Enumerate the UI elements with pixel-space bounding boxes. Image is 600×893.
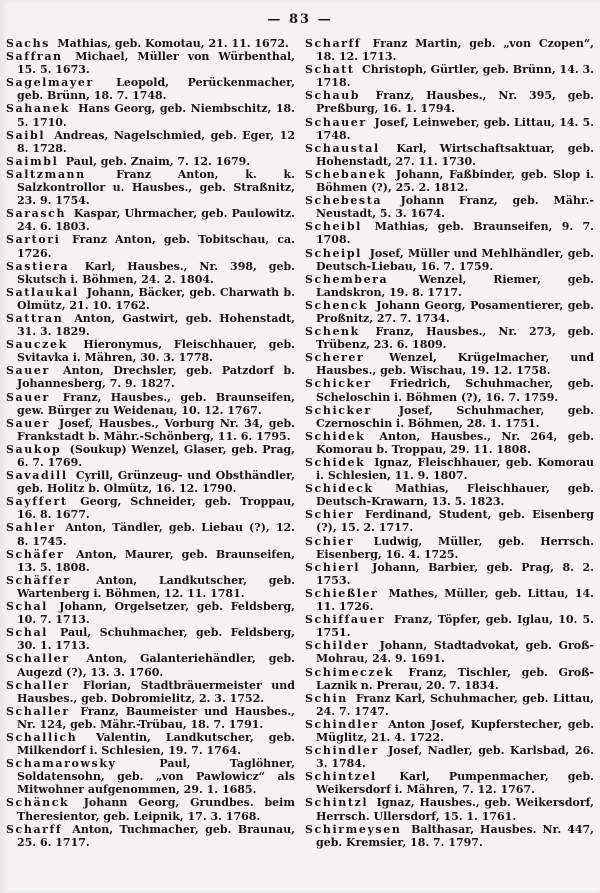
entry-surname: Schatt (305, 63, 360, 77)
register-entry (6, 705, 295, 731)
register-entry (305, 482, 594, 508)
entry-surname: Sauer (6, 390, 61, 404)
register-entry (6, 207, 295, 233)
entry-surname: Sauczek (6, 338, 82, 352)
register-entry (305, 639, 594, 665)
entry-details: Wenzel, Krügelmacher, und Hausbes., geb. Wischau, 19. 12. 1758. (316, 351, 595, 378)
register-entry (6, 757, 295, 796)
entry-surname: Schießler (305, 586, 387, 600)
register-entry (305, 351, 594, 377)
entry-details: Anton, Hausbes., Nr. 264, geb. Komorau b. Troppau, 29. 11. 1808. (316, 429, 594, 456)
register-entry (305, 770, 594, 796)
entry-surname: Schenck (305, 298, 375, 312)
entry-details: Franz, Hausbes., geb. Braunseifen, gew. Bürger zu Weidenau, 10. 12. 1767. (17, 390, 295, 417)
register-entry (6, 391, 295, 417)
entry-details: Franz Karl, Schuhmacher, geb. Littau, 24. 7. 1747. (316, 691, 594, 718)
entry-surname: Sastiera (6, 259, 83, 273)
register-entry (6, 37, 295, 50)
entry-details: Johann, Bäcker, geb. Charwath b. Olmütz, 21. 10. 1762. (17, 285, 295, 312)
entry-details: Johann Franz, geb. Mähr.-Neustadt, 5. 3. 1674. (316, 194, 594, 221)
entry-surname: Schebesta (305, 194, 399, 208)
register-entry (6, 679, 295, 705)
entry-surname: Schimeczek (305, 665, 407, 679)
register-entry (6, 129, 295, 155)
entry-surname: Schembera (305, 272, 417, 286)
entry-details: Anton, Gastwirt, geb. Hohenstadt, 31. 3. 1829. (17, 311, 295, 339)
entry-surname: Sarasch (6, 207, 72, 221)
entry-surname: Sahanek (6, 102, 77, 116)
entry-details: Anton, Landkutscher, geb. Wartenberg i. Böhmen, 12. 11. 1781. (17, 573, 295, 600)
entry-details: Anton, Galanteriehändler, geb. Augezd (?), 13. 3. 1760. (17, 652, 296, 679)
entry-surname: Satlaukal (6, 285, 85, 299)
entry-details: Karl, Hausbes., Nr. 398, geb. Skutsch i. Böhmen, 24. 2. 1804. (17, 259, 295, 286)
entry-details: Josef, Müller und Mehlhändler, geb. Deutsch-Liebau, 16. 7. 1759. (316, 246, 594, 273)
register-entry (305, 116, 594, 142)
entry-surname: Schidek (305, 456, 373, 469)
register-entry (305, 430, 594, 456)
entry-details: Ferdinand, Student, geb. Eisenberg (?), 15. 2. 1717. (316, 508, 594, 535)
register-entry (6, 50, 295, 76)
register-entry (6, 548, 295, 574)
register-entry (6, 574, 295, 600)
entry-surname: Schaller (6, 652, 85, 666)
entry-details: Franz Anton, k. k. Salzkontrollor u. Hausbes., geb. Straßnitz, 23. 9. 1754. (17, 167, 295, 208)
entry-surname: Schamarowsky (6, 757, 158, 771)
entry-details: Josef, Schuhmacher, geb. Czernoschin i. Böhmen, 28. 1. 1751. (316, 403, 594, 430)
entry-details: Karl, Wirtschaftsaktuar, geb. Hohenstadt, 27. 11. 1730. (316, 141, 594, 168)
register-entry (305, 456, 594, 482)
entry-details: Franz, Tischler, geb. Groß-Laznik n. Prerau, 20. 7. 1834. (316, 665, 594, 692)
register-entry (6, 626, 295, 652)
left-column (6, 37, 295, 849)
register-entry (305, 613, 594, 639)
register-entry (6, 338, 295, 364)
entry-surname: Saibl (6, 128, 53, 142)
register-columns (6, 37, 594, 849)
register-entry (6, 233, 295, 259)
entry-surname: Schäfer (6, 547, 75, 561)
entry-surname: Sahler (6, 521, 64, 535)
register-entry (6, 796, 295, 822)
entry-surname: Scharff (305, 37, 371, 50)
entry-details: Anton, Maurer, geb. Braunseifen, 13. 5. 1808. (17, 547, 295, 574)
register-entry (305, 823, 594, 849)
register-entry (305, 247, 594, 273)
entry-details: Johann, Faßbinder, geb. Slop i. Böhmen (?), 25. 2. 1812. (316, 167, 594, 195)
entry-surname: Schin (305, 691, 354, 705)
entry-details: Johann, Barbier, geb. Prag, 8. 2. 1753. (316, 560, 594, 587)
entry-details: Franz, Baumeister und Hausbes., Nr. 124, geb. Mähr.-Trübau, 18. 7. 1791. (17, 704, 295, 731)
entry-surname: Scheipl (305, 246, 368, 260)
entry-details: Kaspar, Uhrmacher, geb. Paulowitz. 24. 6. 1803. (17, 207, 295, 234)
register-entry (305, 63, 594, 89)
entry-details: Franz, Hausbes., Nr. 273, geb. Trübenz, 23. 6. 1809. (316, 325, 594, 352)
entry-surname: Savadill (6, 469, 74, 483)
right-column (305, 37, 594, 849)
entry-surname: Schallich (6, 730, 94, 744)
entry-details: Franz, Hausbes., Nr. 395, geb. Preßburg, 16. 1. 1794. (316, 89, 594, 116)
entry-details: Anton, Tändler, geb. Liebau (?), 12. 8. 1745. (17, 521, 295, 548)
entry-surname: Schilder (305, 639, 378, 653)
register-entry (305, 744, 594, 770)
entry-details: Johann Georg, Grundbes. beim Theresientor, geb. Leipnik, 17. 3. 1768. (17, 796, 295, 823)
entry-details: (Soukup) Wenzel, Glaser, geb. Prag, 6. 7. 1769. (17, 442, 295, 469)
register-entry (305, 718, 594, 744)
register-entry (6, 102, 295, 128)
register-entry (6, 312, 295, 338)
register-entry (305, 561, 594, 587)
register-entry (6, 155, 295, 168)
register-entry (6, 443, 295, 469)
entry-surname: Schindler (305, 717, 387, 731)
register-entry (6, 168, 295, 207)
entry-surname: Schenk (305, 325, 374, 339)
register-entry (6, 76, 295, 102)
register-entry (6, 731, 295, 757)
register-entry (6, 521, 295, 547)
entry-surname: Sartori (6, 233, 71, 247)
register-entry (305, 666, 594, 692)
entry-surname: Schaustal (305, 141, 395, 155)
entry-surname: Sayffert (6, 495, 79, 509)
register-entry (6, 260, 295, 286)
entry-details: Hieronymus, Fleischhauer, geb. Svitavka i. Mähren, 30. 3. 1778. (17, 338, 296, 365)
entry-surname: Schal (6, 626, 59, 640)
entry-details: Cyrill, Grünzeug- und Obsthändler, geb. Holitz b. Olmütz, 16. 12. 1790. (17, 469, 295, 496)
entry-surname: Schiffauer (305, 613, 392, 627)
entry-surname: Schaub (305, 89, 374, 103)
entry-details: Josef, Nadler, geb. Karlsbad, 26. 3. 1784. (316, 744, 594, 771)
entry-details: Friedrich, Schuhmacher, geb. Scheloschin i. Böhmen (?), 16. 7. 1759. (316, 377, 594, 404)
entry-details: Josef, Leinweber, geb. Littau, 14. 5. 1748. (316, 115, 594, 142)
register-entry (6, 286, 295, 312)
register-entry (6, 364, 295, 390)
entry-surname: Sagelmayer (6, 76, 115, 90)
entry-details: Karl, Pumpenmacher, geb. Weikersdorf i. Mähren, 7. 12. 1767. (316, 770, 594, 797)
entry-surname: Schier (305, 534, 372, 548)
register-entry (305, 508, 594, 534)
entry-surname: Saffran (6, 50, 74, 64)
entry-surname: Saltzmann (6, 167, 115, 181)
register-entry (305, 535, 594, 561)
entry-details: Anton Josef, Kupferstecher, geb. Müglitz, 21. 4. 1722. (316, 717, 595, 744)
entry-surname: Sattran (6, 311, 73, 325)
register-entry (305, 273, 594, 299)
entry-surname: Schänck (6, 796, 82, 810)
entry-details: Paul, Taglöhner, Soldatensohn, geb. „von Pawlowicz“ als Mitwohner aufgenommen, 29. 1. 1685. (17, 757, 295, 797)
page-number: — 83 — (267, 12, 333, 27)
register-entry (305, 325, 594, 351)
entry-surname: Schidek (305, 429, 378, 443)
entry-surname: Sauer (6, 416, 58, 430)
entry-details: Josef, Hausbes., Vorburg Nr. 34, geb. Frankstadt b. Mähr.-Schönberg, 11. 6. 1795. (17, 416, 295, 443)
entry-surname: Scharff (6, 822, 71, 836)
register-entry (305, 299, 594, 325)
entry-details: Leopold, Perückenmacher, geb. Brünn, 18. 7. 1748. (17, 76, 296, 103)
entry-surname: Schebanek (305, 167, 394, 181)
entry-details: Anton, Tuchmacher, geb. Braunau, 25. 6. 1717. (17, 822, 295, 849)
entry-details: Georg, Schneider, geb. Troppau, 16. 8. 1677. (17, 495, 295, 522)
entry-details: Paul, geb. Znaim, 7. 12. 1679. (65, 154, 251, 168)
entry-surname: Schirmeysen (305, 822, 410, 836)
entry-surname: Scherer (305, 351, 388, 365)
entry-surname: Schal (6, 600, 58, 614)
entry-details: Johann Georg, Posamentierer, geb. Proßnitz, 27. 7. 1734. (316, 298, 594, 325)
entry-surname: Saukop (6, 442, 68, 456)
entry-details: Mathias, geb. Braunseifen, 9. 7. 1708. (316, 220, 594, 247)
entry-details: Ludwig, Müller, geb. Herrsch. Eisenberg, 16. 4. 1725. (316, 534, 594, 561)
entry-details: Florian, Stadtbräuermeister und Hausbes., geb. Dobromielitz, 2. 3. 1752. (17, 678, 295, 705)
entry-surname: Scheibl (305, 220, 373, 234)
register-entry (6, 417, 295, 443)
register-entry (6, 495, 295, 521)
entry-details: Andreas, Nagelschmied, geb. Eger, 12 8. 1728. (17, 128, 295, 155)
entry-details: Anton, Drechsler, geb. Patzdorf b. Johannesberg, 7. 9. 1827. (17, 364, 295, 391)
entry-surname: Schier (305, 508, 364, 522)
entry-details: Franz, Töpfer, geb. Iglau, 10. 5. 1751. (316, 613, 595, 640)
entry-surname: Schierl (305, 560, 371, 574)
entry-details: Mathias, Fleischhauer, geb. Deutsch-Krawarn, 13. 5. 1823. (316, 482, 594, 509)
register-entry (305, 89, 594, 115)
register-entry (305, 142, 594, 168)
entry-details: Ignaz, Fleischhauer, geb. Komorau i. Schlesien, 11. 9. 1807. (316, 456, 594, 483)
entry-surname: Saimbl (6, 154, 64, 168)
entry-surname: Schicker (305, 377, 388, 391)
register-entry (6, 823, 295, 849)
register-entry (305, 404, 594, 430)
entry-surname: Schideck (305, 482, 394, 496)
register-entry (6, 469, 295, 495)
entry-details: Wenzel, Riemer, geb. Landskron, 19. 8. 1717. (316, 272, 594, 299)
entry-surname: Sachs (6, 37, 56, 50)
entry-details: Michael, Müller von Würbenthal, 15. 5. 1673. (17, 50, 295, 77)
register-entry (305, 194, 594, 220)
entry-details: Ignaz, Hausbes., geb. Weikersdorf, Herrsch. Ullersdorf, 15. 1. 1761. (316, 796, 594, 823)
entry-details: Paul, Schuhmacher, geb. Feldsberg, 30. 1. 1713. (17, 626, 295, 653)
entry-surname: Schäffer (6, 573, 95, 587)
entry-surname: Schaller (6, 678, 81, 692)
register-entry (305, 168, 594, 194)
entry-surname: Schindler (305, 744, 387, 758)
register-entry (305, 796, 594, 822)
register-entry (305, 587, 594, 613)
entry-surname: Schintzl (305, 796, 375, 810)
entry-details: Johann, Orgelsetzer, geb. Feldsberg, 10. 7. 1713. (17, 600, 295, 627)
entry-surname: Schauer (305, 115, 373, 129)
entry-surname: Schicker (305, 403, 397, 417)
entry-details: Franz Anton, geb. Tobitschau, ca. 1726. (17, 233, 295, 260)
entry-details: Valentin, Landkutscher, geb. Milkendorf i. Schlesien, 19. 7. 1764. (17, 730, 295, 758)
register-entry (305, 377, 594, 403)
entry-details: Franz Martin, geb. „von Czopen“, 18. 12. 1713. (316, 37, 594, 64)
entry-details: Balthasar, Hausbes. Nr. 447, geb. Kremsier, 18. 7. 1797. (316, 822, 594, 849)
entry-details: Christoph, Gürtler, geb. Brünn, 14. 3. 1718. (316, 63, 594, 90)
register-entry (305, 37, 594, 63)
entry-details: Hans Georg, geb. Niembschitz, 18. 5. 1710. (17, 102, 295, 129)
register-entry (6, 652, 295, 678)
register-entry (305, 692, 594, 718)
entry-details: Mathias, geb. Komotau, 21. 11. 1672. (57, 37, 289, 50)
entry-surname: Schintzel (305, 770, 398, 784)
register-entry (305, 220, 594, 246)
entry-surname: Sauer (6, 364, 62, 378)
register-entry (6, 600, 295, 626)
entry-details: Johann, Stadtadvokat, geb. Groß-Mohrau, 24. 9. 1691. (316, 639, 594, 666)
entry-surname: Schaller (6, 704, 79, 718)
entry-details: Mathes, Müller, geb. Littau, 14. 11. 1726. (316, 586, 594, 614)
